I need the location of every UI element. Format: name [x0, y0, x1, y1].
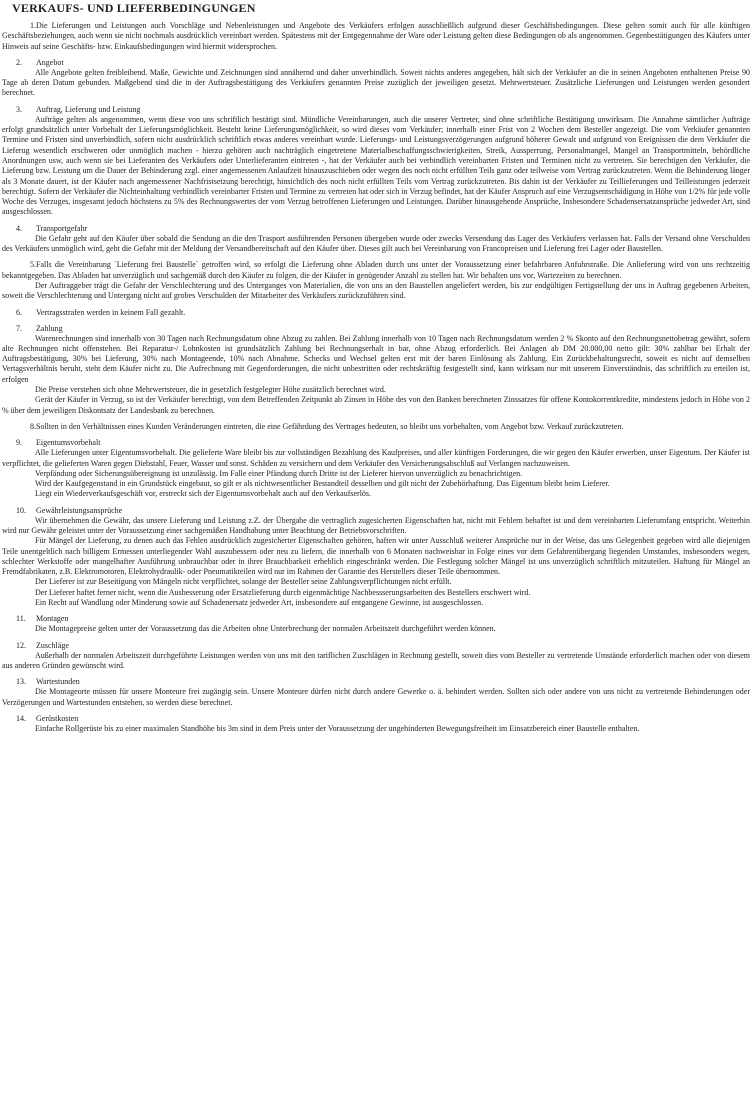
section-number: 2.: [16, 57, 22, 67]
section-6: [2, 308, 750, 318]
terms-sections: [2, 21, 750, 734]
section-paragraph: Die Montageorte müssen für unsere Monteure frei zugängig sein. Unsere Monteure dürfen nicht durch andere Gewerke o. ä. behindert werden. Sollten sich oder andere von uns nicht zu vertretende Behinderungen oder Verzögerungen und Wartestunden entstehen, so werden diese berechnet.: [2, 687, 750, 707]
section-title: Auftrag, Lieferung und Leistung: [36, 104, 141, 114]
document-page: [0, 1, 754, 734]
section-heading: [2, 224, 750, 234]
section-7: [2, 324, 750, 416]
section-4: [2, 224, 750, 255]
section-title: Eigentumsvorbehalt: [36, 438, 101, 448]
section-paragraph: Alle Lieferungen unter Eigentumsvorbehalt. Die gelieferte Ware bleibt bis zur vollständigen Bezahlung des Kaufpreises, und aller künftigen Forderungen, die wir gegen den Käufer erwerben, unser Eigentum. Der Käufer ist verpflichtet, die gelieferten Waren gegen Diebstahl, Feuer, Wasser und sonst. Schäden zu versichern und dem Verkäufer den Versicherungsabschluß auf Verlangen nachzuweisen.: [2, 448, 750, 468]
section-heading: [2, 105, 750, 115]
section-number: 7.: [16, 323, 22, 333]
section-number: 12.: [16, 640, 26, 650]
section-number: 11.: [16, 614, 26, 624]
section-heading: [2, 308, 750, 318]
section-paragraph: [2, 21, 750, 52]
section-11: [2, 614, 750, 634]
section-heading: [2, 614, 750, 624]
section-heading: [2, 641, 750, 651]
section-title: Zuschläge: [36, 640, 69, 650]
section-1: [2, 21, 750, 52]
section-paragraph: Alle Angebote gelten freibleibend. Maße, Gewichte und Zeichnungen sind annähernd und daher unverbindlich. Soweit nichts anderes angegeben, hält sich der Verkäufer an die in seinen Angeboten enthaltenen Preise 90 Tage ab deren Datum gebunden. Maßgebend sind die in der Auftragsbestätigung des Verkäufers genannten Preise zuzüglich der jeweiligen gesetzt. Mehrwertsteuer. Zusätzliche Lieferungen und Leistungen werden gesondert berechnet.: [2, 67, 750, 98]
section-paragraph: Die Preise verstehen sich ohne Mehrwertsteuer, die in gesetzlich festgelegter Höhe zusätzlich berechnet wird.: [35, 385, 386, 395]
section-10: [2, 506, 750, 609]
section-paragraph: Warenrechnungen sind innerhalb von 30 Tagen nach Rechnungsdatum ohne Abzug zu zahlen. Bei Zahlung innerhalb von 10 Tagen nach Rechnungsdatum werden 2 % Skonto auf den Rechnungsnettobetrag gewährt, sofern alte Rechnungen nicht offenstehen. Bei Reparatur-/ Lohnkosten ist grundsätzlich Zahlung bei Rechnungserhalt in bar, ohne Abzug erforderlich. Bei Anlagen ab DM 20.000,00 netto gilt: 30% zahlbar bei Erhalt der Auftragsbestätigung, 30% bei Lieferung, 30% nach Montageende, 10% nach Abnahme. Schecks und Wechsel gelten erst mit der baren Einlösung als Zahlung. Ein Zurückbehaltungsrecht, soweit es nicht auf demselben Vertagsverhältnis beruht, steht dem Käufer nicht zu. Die Aufrechnung mit Gegenforderungen, die nicht unbestritten oder rechtskräftig festgestellt sind, kann wirksam nur mit unserem Einverständnis, das schriftlich zu erteilen ist, erfolgen: [2, 333, 750, 384]
section-heading: [2, 677, 750, 687]
section-title: Gerüstkosten: [36, 713, 79, 723]
section-number: 4.: [16, 223, 22, 233]
section-paragraph: Verpfändung oder Sicherungsübereignung ist unzulässig. Im Falle einer Pfändung durch Dritte ist der Lieferer hiervon unverzüglich zu benachrichtigen.: [35, 468, 523, 478]
section-number: 1.: [30, 21, 36, 30]
section-paragraph: Der Lieferer haftet ferner nicht, wenn die Ausbesserung oder Ersatzlieferung durch eigenmächtige Nachbessserungsarbeiten des Bestellers erschwert wird.: [35, 587, 531, 597]
section-number: 14.: [16, 713, 26, 723]
section-paragraph: [2, 422, 750, 432]
section-paragraph: Wir übernehmen die Gewähr, das unsere Lieferung und Leistung z.Z. der Übergabe die vertraglich zugesicherten Eigenschaften hat, nicht mit Fehlern behaftet ist und dem vereinbarten Lieferumfang entspricht. Weiterhin wird nur Gewähr geleistet unter der Voraussetzung einer sachgemäßen Handhabung unter Beachtung der Betriebsvorschriften.: [2, 515, 750, 535]
section-paragraph: Wird der Kaufgegenstand in ein Grundstück eingebaut, so gilt er als nichtwesentlicher Bestandteil desselben und gilt nicht der Zubehörhaftung. Das Eigentum bleibt beim Lieferer.: [35, 479, 610, 489]
section-number: 6.: [16, 307, 22, 317]
section-paragraph: Die Gefahr geht auf den Käufer über sobald die Sendung an die den Trasport ausführenden Personen übergeben wurde oder zwecks Versendung das Lager des Verkäufers verlassen hat. Falls der Versand ohne Verschulden des Verkäufers unmöglich wird, geht die Gefahr mit der Meldung der Versandbereitschaft auf den Käufer über. Dieses gilt auch bei Vereinbarung von Francopreisen und Lieferung frei Lager oder Baustellen.: [2, 233, 750, 254]
section-14: [2, 714, 750, 734]
section-12: [2, 641, 750, 672]
section-heading: [2, 714, 750, 724]
section-paragraph: Außerhalb der normalen Arbeitszeit durchgeführte Leistungen werden von uns mit den tariflichen Zuschlägen in Rechnung gestellt, soweit dies vom Besteller zu vertretende Umstände erforderlich machen oder von diesem aus anderen Gründen gewünscht wird.: [2, 650, 750, 670]
section-9: [2, 438, 750, 499]
document-title: VERKAUFS- UND LIEFERBEDINGUNGEN: [12, 1, 256, 15]
section-heading: [2, 506, 750, 516]
section-number: 10.: [16, 505, 26, 515]
section-paragraph: Einfache Rollgerüste bis zu einer maximalen Standhöhe bis 3m sind in dem Preis unter der Voraussetzung der ungehinderten Bewegungsfreiheit im Einsatzbereich einer Baustelle enthalten.: [35, 723, 640, 733]
paragraph-text: Die Lieferungen und Leistungen auch Vorschläge und Nebenleistungen und Angebote des Verkäufers erfolgen ausschließlich aufgrund dieser Geschäftsbedingungen. Diese gelten somit auch für alle künftigen Geschäftsbeziehungen, auch wenn sie nicht nochmals ausdrücklich vereinbart werden. Spätestens mit der Entgegennahme der Ware oder Leistung gelten diese Bedingungen ob als angenommen. Gegenbestätigungen des Käufers unter Hinweis auf seine Geschäfts- bzw. Einkaufsbedingungen wird hiermit widersprochen.: [2, 21, 750, 51]
section-paragraph: Liegt ein Wiederverkaufsgeschäft vor, erstreckt sich der Eigentumsvorbehalt auch auf den Verkaufserlös.: [35, 489, 372, 499]
section-paragraph: Aufträge gelten als angenommen, wenn diese von uns schriftlich bestätigt sind. Mündliche Vereinbarungen, auch die unserer Vertreter, sind ohne schriftliche Bestätigung unwirksam. Die Annahme sämtlicher Aufträge erfolgt grundsätzlich unter Vorbehalt der Lieferungsmöglichkeit. Besteht keine Lieferungsmöglichkeit, so wird dieses vom Verkäufer; innerhalb einer Frist von 2 Wochen dem Besteller angezeigt. Die vom Verkäufer genannten Termine und Fristen sind unverbindlich, sofern nicht ausdrücklich schriftlich etwas anderes vereinbart wurde. Lieferungs- und Leistungsverzögerungen aufgrund höherer Gewalt und aufgrund von Ereignissen die dem Verkäufer die Lieferug wesentlich erschweren oder unmöglich machen - hierzu gehören auch nachträglich eingetretene Materialbeschaffungsschwierigkeiten, Streik, Aussperrung, Personalmangel, Mangel an Transportmitteln, behördliche Anordnungen usw, auch wenn sie bei Lieferanten des Verkäufers oder Unterlieferanten eintreten -, hat der Verkäufer auch bei verbindlich vereinbarten Fristen und Terminen nicht zu vertreten. Sie berechtigen den Verkäufer, die Lieferung bzw. Leistung um die Dauer der Behinderung zzgl. einer angemessenen Anlaufzeit hinauszuschieben oder wegen des noch nicht erfüllten Teils ganz oder teilweise vom Vertrag zurückzutreten. Wenn die Behinderung länger als 3 Monate dauert, ist der Käufer nach angemessener Nachfristsetzung berechtigt, hinsichtlich des noch nicht erfüllten Teils vom Vertrag zurückzutreten. Bis dahin ist der Verkäufer zu Teillieferungen und Teilleistungen jederzeit berechtigt. Sofern der Verkäufer die Nichteinhaltung verbindlich vereinbarter Fristen und Termine zu vertreten hat oder sich in Verzug befindet, hat der Käufer Anspruch auf eine Verzugsentschädigung in Höhe von 1/2% für jede volle Woche des Verzuges, insgesamt jedoch höchstens zu 5% des Rechnungswertes der vom Verzug betroffenen Lieferungen und Leistungen. Darüber hinausgehende Ansprüche, Insbesondere Schadensersatzansprüche jedweder Art, sind ausgeschlossen.: [2, 114, 750, 217]
section-title: Zahlung: [36, 323, 63, 333]
section-heading: [2, 58, 750, 68]
section-paragraph: Der Auftraggeber trägt die Gefahr der Verschlechterung und des Unterganges von Materialien, die von uns an den Baustellen angeliefert werden, bis zur endgültigen Fertigstellung der uns in Auftrag gegebenen Arbeiten, soweit die Verschlechterung und Untergang nicht auf grobes Verschulden der Mitarbeiter des Verkäufers zurückzuführen sind.: [2, 280, 750, 301]
section-title: Transportgefahr: [36, 223, 88, 233]
section-heading: [2, 438, 750, 448]
section-5: [2, 260, 750, 301]
section-number: 8.: [30, 421, 36, 431]
section-title: Gewährleistungsansprüche: [36, 505, 123, 515]
section-paragraph: Gerät der Käufer in Verzug, so ist der Verkäufer berechtigt, von dem Betreffenden Zeitpunkt ab Zinsen in Höhe des von den Banken berechneten Zinssatzes für offene Kontokorrentkredite, mindestens jedoch in Höhe von 2 % über dem jeweiligen Diskontsatz der Landesbank zu berechnen.: [2, 395, 750, 415]
section-title: Angebot: [36, 57, 64, 67]
paragraph-text: Sollten in den Verhältnissen eines Kunden Veränderungen eintreten, die eine Gefährdung des Vertrages bedeuten, so bleibt uns vorbehalten, vom Angebot bzw. Verkauf zurückzutreten.: [36, 421, 624, 431]
section-3: [2, 105, 750, 218]
section-number: 13.: [16, 677, 26, 687]
section-paragraph: Der Lieferer ist zur Beseitigung von Mängeln nicht verpflichtet, solange der Besteller seine Zahlungsverpflichtungen nicht erfüllt.: [35, 577, 452, 587]
section-title: Vertragsstrafen werden in keinem Fall gezahlt.: [36, 307, 186, 317]
section-2: [2, 58, 750, 99]
section-paragraph: Für Mängel der Lieferung, zu denen auch das Fehlen ausdrücklich zugesicherter Eigenschaften gehören, haften wir unter Ausschluß weiterer Ansprüche nur in der Weise, das uns Gelegenheit gegeben wird alle diejenigen Teile unentgeltlich nach billigem Ermessen unterliegender Wahl auszubessern oder neu zu liefern, die innerhalb von 6 Monaten nachweisbar in Folge eines vor dem Gefahrenübergang liegenden Umstandes, insbesonders wegen, schlechter Werkstoffe oder mangelhafter Ausführung unbrauchbar oder in ihrer Brauchbarkeit erheblich eingeschränkt werden. Die Festlegung solcher Mängel ist uns unverzüglich schriftlich mitzuteilen. Haftung für Mängel an Fremdfabrikaten, z.B. Elektromotoren, Elektrohydraulik- oder Pneumatikteilen wird nur im Rahmen der Garantie des Herstellers dieser Teile übernommen.: [2, 536, 750, 577]
paragraph-text: Falls die Vereinbarung `Lieferung frei Baustelle` getroffen wird, so erfolgt die Lieferung ohne Abladen durch uns unter der Voraussetzung einer befahrbaren Anfuhrstraße. Die Anlieferung wird von uns rechtzeitig bekanntgegeben. Das Abladen hat unverzüglich und sachgemäß durch den Käufer zu folgen, die der Käufer in genügender Anzahl zu stellen hat. Wir behalten uns vor, Wartezeiten zu berechnen.: [2, 260, 750, 280]
section-paragraph: Ein Recht auf Wandlung oder Minderung sowie auf Schadenersatz jedweder Art, insbesondere auf entgangene Gewinne, ist ausgeschlossen.: [35, 598, 484, 608]
section-8: [2, 422, 750, 432]
section-number: 9.: [16, 438, 22, 448]
section-title: Montagen: [36, 614, 69, 624]
section-number: 5.: [30, 260, 36, 270]
section-heading: [2, 324, 750, 334]
section-number: 3.: [16, 104, 22, 114]
section-13: [2, 677, 750, 708]
section-paragraph: Die Montagepreise gelten unter der Voraussetzung das die Arbeiten ohne Unterbrechung der normalen Arbeitszeit durchgeführt werden können.: [35, 624, 496, 634]
section-paragraph: [2, 260, 750, 281]
section-title: Wartestunden: [36, 677, 80, 687]
